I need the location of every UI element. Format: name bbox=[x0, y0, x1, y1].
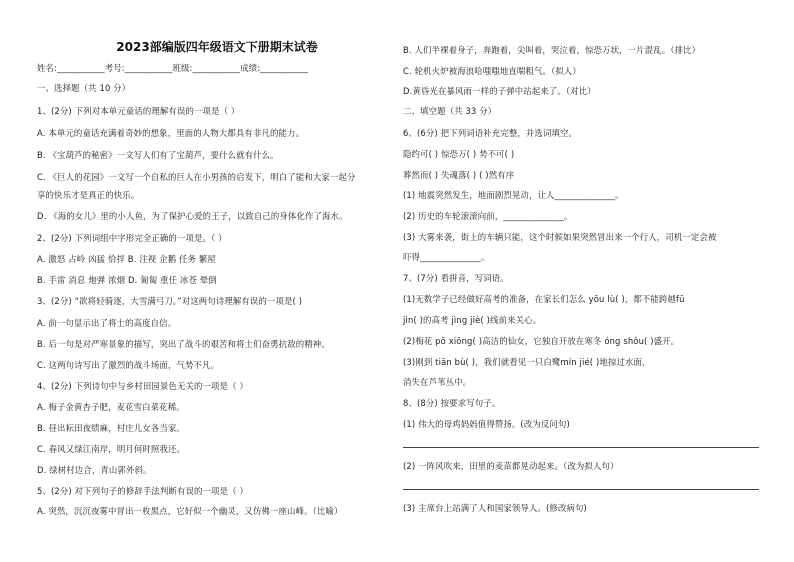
option-a: A. 突然，沉沉夜雾中冒出一枚黑点，它好似一个幽灵，又仿佛一座山峰。（比喻） bbox=[37, 506, 343, 516]
option-c: C. 春风又绿江南岸，明月何时照我还。 bbox=[37, 444, 186, 454]
option-a: A. 本单元的童话充满着奇妙的想象，里面的人物大都具有非凡的能力。 bbox=[37, 128, 305, 138]
fill-blank-row: 隐约可( ) 惊恐万( ) 势不可( ) bbox=[403, 149, 515, 159]
answer-line bbox=[403, 489, 759, 490]
options-row: A. 激怒 占岭 凶猛 恰拌 B. 注视 企鹅 任务 繁屋 bbox=[37, 254, 216, 264]
rewrite-task: (1) 伟大的母鸡妈妈值得赞扬。(改为反问句) bbox=[403, 419, 570, 429]
section-heading: 一、选择题（共 10 分） bbox=[37, 83, 131, 93]
option-a: A. 前一句显示出了将士的高度自信。 bbox=[37, 318, 177, 328]
option-d: D. 绿树村边合，青山郭外斜。 bbox=[37, 465, 152, 475]
option-d: D. 《海的女儿》里的小人鱼，为了保护心爱的王子，以致自己的身体化作了海水。 bbox=[37, 211, 348, 221]
question-1: 1、(2分) 下列对本单元童话的理解有误的一项是（ ） bbox=[37, 106, 240, 116]
pinyin-line-cont: 消失在芦苇丛中。 bbox=[403, 377, 472, 387]
option-c: C. 《巨人的花园》一文写一个自私的巨人在小男孩的启发下，明白了能和大家一起分 bbox=[37, 172, 356, 182]
pinyin-line: (2)梅花 pō xiōng( )高洁的仙女，它独自开放在寒冬 óng shǒu( )盛开。 bbox=[403, 336, 680, 346]
fill-sentence: (3) 大雾来袭，街上的车辆只能，这个时候如果突然冒出来一个行人，司机一定会被 bbox=[403, 232, 717, 242]
pinyin-line: jìn( )的高考 jìng jiè( )线前来关心。 bbox=[403, 315, 542, 325]
rewrite-task: (2) 一阵风吹来，田里的麦苗都晃动起来。（改为拟人句） bbox=[403, 461, 619, 471]
option-d: D.黄昏光在暴风雨一样的子弹中站起来了。（对比） bbox=[403, 86, 596, 96]
option-c: C. 轮机火炉被海浪哈嗤嗤地直喘粗气。（拟人） bbox=[403, 66, 581, 76]
answer-line bbox=[403, 447, 759, 448]
question-6: 6、(6分) 把下列词语补充完整，并选词填空。 bbox=[403, 128, 578, 138]
fill-blank-row: 葬然而( ) 失魂落( ) ( )然有序 bbox=[403, 170, 515, 180]
option-b: B. 昼出耘田夜绩麻，村庄儿女各当家。 bbox=[37, 423, 185, 433]
option-c: C. 这两句诗写出了激烈的战斗场面，气势不凡。 bbox=[37, 360, 220, 370]
fill-sentence: (2) 历史的车轮滚滚向前，______________。 bbox=[403, 211, 573, 221]
options-row: B. 手雷 消息 炮弹 浓烟 D. 匍匐 重任 冰苍 晕倒 bbox=[37, 275, 217, 285]
student-info-line: 姓名:___________考号:___________班级:___________成绩:___________ bbox=[37, 63, 308, 73]
pinyin-line: (1)无数学子已经做好高考的准备，在家长们怎么 yōu lù( )，都不能跨越fū bbox=[403, 294, 685, 304]
section-heading: 二、填空题（共 33 分） bbox=[403, 106, 497, 116]
exam-title: 2023部编版四年级语文下册期末试卷 bbox=[116, 40, 318, 54]
question-8: 8、(8分) 按要求写句子。 bbox=[403, 398, 501, 408]
option-b: B. 后一句是对严寒景象的描写，突出了战斗的艰苦和将士们奋勇抗敌的精神。 bbox=[37, 339, 330, 349]
question-5: 5、(2分) 对下列句子的修辞手法判断有误的一项是（ ） bbox=[37, 486, 248, 496]
question-4: 4、(2分) 下列诗句中与乡村田园景色无关的一项是（ ） bbox=[37, 381, 248, 391]
question-2: 2、(2分) 下列词组中字形完全正确的一项是。（ ） bbox=[37, 233, 227, 243]
rewrite-task: (3) 主席台上站满了人和国家领导人。(修改病句) bbox=[403, 503, 587, 513]
question-7: 7、(7分) 看拼音，写词语。 bbox=[403, 273, 509, 283]
fill-sentence-cont: 吓得______________。 bbox=[403, 252, 490, 262]
option-c-cont: 享的快乐才是真正的快乐。 bbox=[37, 190, 140, 200]
question-3: 3、(2分) “欲将轻骑逐，大雪满弓刀。”对这两句诗理解有误的一项是( ) bbox=[37, 296, 303, 306]
option-b: B. 人们半裸着身子，奔跑着，尖叫着，哭泣着，惊恐万状，一片混乱。（排比） bbox=[403, 45, 701, 55]
option-b: B. 《宝葫芦的秘密》一文写人们有了宝葫芦，要什么就有什么。 bbox=[37, 150, 279, 160]
fill-sentence: (1) 地震突然发生，地面剧烈晃动，让人______________。 bbox=[403, 190, 624, 200]
pinyin-line: (3)刚到 tiān bù( )，我们就看见一只白鹭mín jié( )地掠过水面， bbox=[403, 357, 651, 367]
option-a: A. 梅子金黄杏子肥，麦花雪白菜花稀。 bbox=[37, 402, 185, 412]
